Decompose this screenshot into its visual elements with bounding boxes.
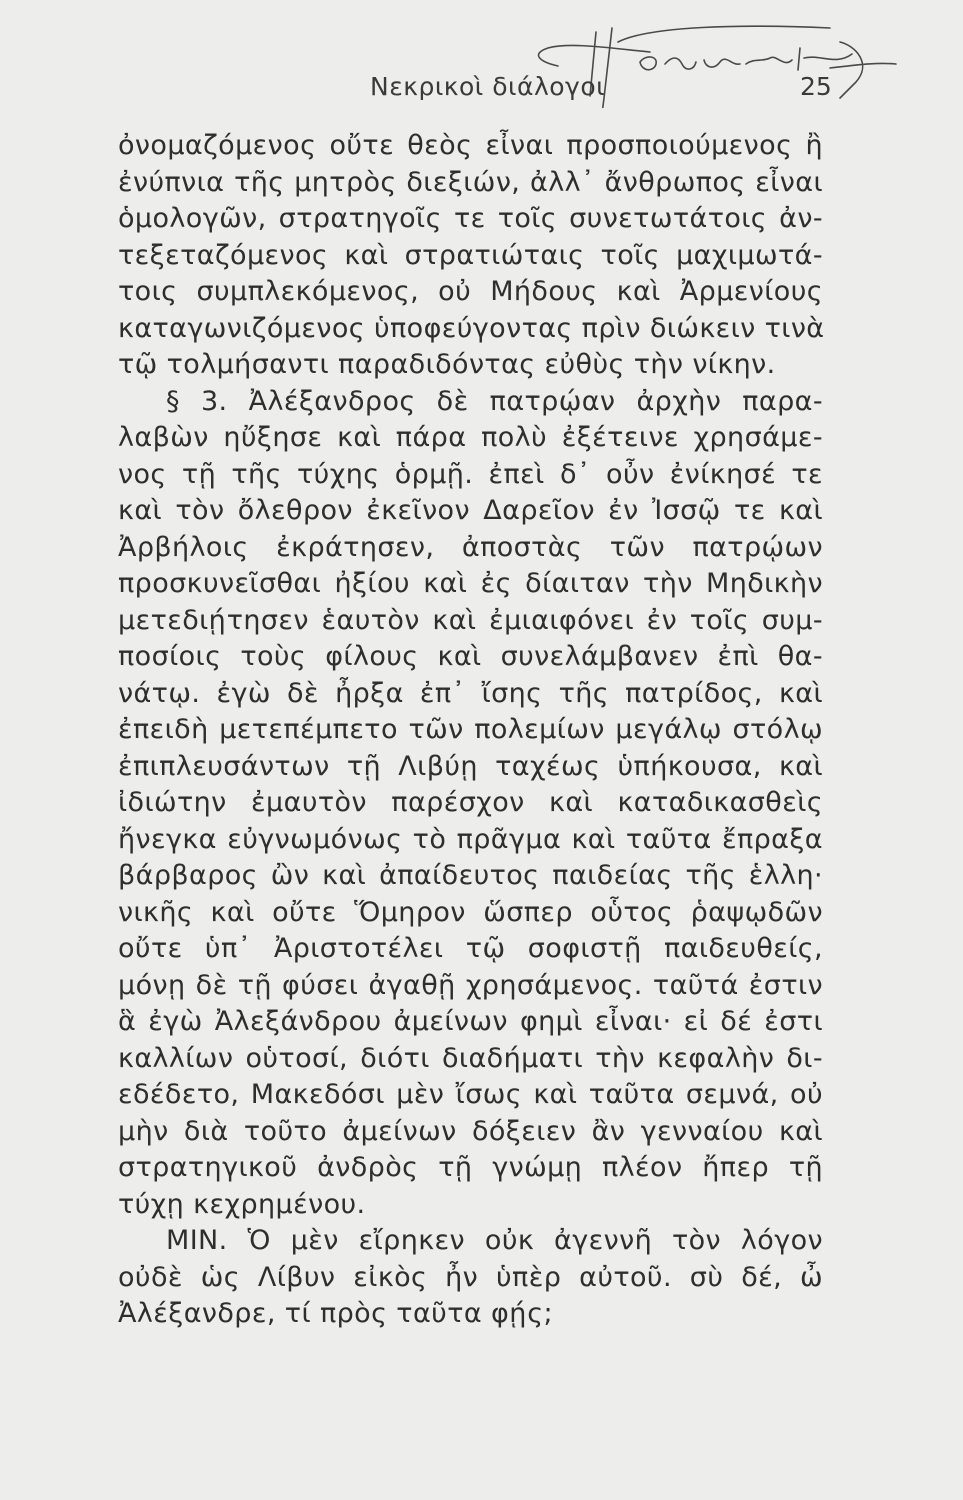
text-line: ἰδιώτην ἐμαυτὸν παρέσχον καὶ καταδικασθεὶς bbox=[118, 787, 823, 818]
text-line: στρατηγικοῦ ἀνδρὸς τῇ γνώμῃ πλέον ἤπερ τῇ bbox=[118, 1152, 823, 1183]
text-line: τύχῃ κεχρημένου. bbox=[118, 1188, 366, 1220]
text-line: νος τῇ τῆς τύχης ὁρμῇ. ἐπεὶ δ᾽ οὖν ἐνίκησέ τε bbox=[118, 458, 823, 490]
text-line: καὶ τὸν ὄλεθρον ἐκεῖνον Δαρεῖον ἐν Ἰσσῷ τε καὶ bbox=[118, 495, 823, 526]
text-line: τοις συμπλεκόμενος, οὐ Μήδους καὶ Ἀρμενίους bbox=[118, 276, 823, 307]
text-line: νάτῳ. ἐγὼ δὲ ἦρξα ἐπ᾽ ἴσης τῆς πατρίδος, καὶ bbox=[118, 677, 823, 709]
text-line: προσκυνεῖσθαι ἠξίου καὶ ἐς δίαιταν τὴν Μηδικὴν bbox=[118, 568, 823, 599]
text-line: τῷ τολμήσαντι παραδιδόντας εὐθὺς τὴν νίκην. bbox=[118, 349, 776, 380]
text-line: Ἀρβήλοις ἐκράτησεν, ἀποστὰς τῶν πατρῴων bbox=[118, 531, 823, 563]
text-line: εδέδετο, Μακεδόσι μὲν ἴσως καὶ ταῦτα σεμνά, οὐ bbox=[118, 1079, 823, 1110]
text-line: Ἀλέξανδρε, τί πρὸς ταῦτα φῄς; bbox=[118, 1298, 554, 1329]
text-line: λαβὼν ηὔξησε καὶ πάρα πολὺ ἐξέτεινε χρησάμε- bbox=[118, 422, 823, 453]
running-title: Νεκρικοὶ διάλογοι bbox=[370, 72, 606, 101]
text-line: ὁμολογῶν, στρατηγοῖς τε τοῖς συνετωτάτοις ἀν- bbox=[118, 203, 823, 234]
text-line: οὐδὲ ὡς Λίβυν εἰκὸς ἦν ὑπὲρ αὐτοῦ. σὺ δέ, ὦ bbox=[118, 1261, 823, 1293]
text-line: βάρβαρος ὢν καὶ ἀπαίδευτος παιδείας τῆς ἑλλη· bbox=[118, 860, 823, 891]
speaker-min-line: ΜΙΝ. Ὁ μὲν εἴρηκεν οὐκ ἀγεννῆ τὸν λόγον bbox=[166, 1225, 823, 1256]
text-line: ἐπειδὴ μετεπέμπετο τῶν πολεμίων μεγάλῳ στόλῳ bbox=[118, 714, 823, 745]
text-line: καλλίων οὑτοσί, διότι διαδήματι τὴν κεφαλὴν δι- bbox=[118, 1042, 823, 1074]
text-line: ποσίοις τοὺς φίλους καὶ συνελάμβανεν ἐπὶ θα- bbox=[118, 641, 823, 672]
section-3-start: § 3. Ἀλέξανδρος δὲ πατρῴαν ἀρχὴν παρα- bbox=[166, 385, 823, 417]
text-line: καταγωνιζόμενος ὑποφεύγοντας πρὶν διώκειν τινὰ bbox=[118, 312, 825, 344]
text-line: ἃ ἐγὼ Ἀλεξάνδρου ἀμείνων φημὶ εἶναι· εἰ δέ ἐστι bbox=[118, 1006, 823, 1037]
body-text bbox=[118, 128, 823, 1333]
text-line: ἤνεγκα εὐγνωμόνως τὸ πρᾶγμα καὶ ταῦτα ἔπραξα bbox=[118, 823, 823, 855]
text-line: ὀνομαζόμενος οὔτε θεὸς εἶναι προσποιούμενος ἢ bbox=[118, 130, 823, 161]
text-line: μετεδιῄτησεν ἑαυτὸν καὶ ἐμιαιφόνει ἐν τοῖς συμ- bbox=[118, 604, 823, 636]
text-line: νικῆς καὶ οὔτε Ὅμηρον ὥσπερ οὗτος ῥαψῳδῶν bbox=[118, 896, 823, 928]
text-line: μὴν διὰ τοῦτο ἀμείνων δόξειεν ἂν γενναίου καὶ bbox=[118, 1115, 823, 1147]
text-line: τεξεταζόμενος καὶ στρατιώταις τοῖς μαχιμωτά- bbox=[118, 239, 823, 271]
text-line: οὔτε ὑπ᾽ Ἀριστοτέλει τῷ σοφιστῇ παιδευθείς, bbox=[118, 933, 823, 964]
text-line: ἐπιπλευσάντων τῇ Λιβύῃ ταχέως ὑπήκουσα, καὶ bbox=[118, 750, 823, 782]
text-line: μόνῃ δὲ τῇ φύσει ἀγαθῇ χρησάμενος. ταῦτά ἐστιν bbox=[118, 969, 823, 1001]
page-number: 25 bbox=[800, 72, 832, 101]
text-line: ἐνύπνια τῆς μητρὸς διεξιών, ἀλλ᾽ ἄνθρωπος εἶναι bbox=[118, 166, 823, 198]
